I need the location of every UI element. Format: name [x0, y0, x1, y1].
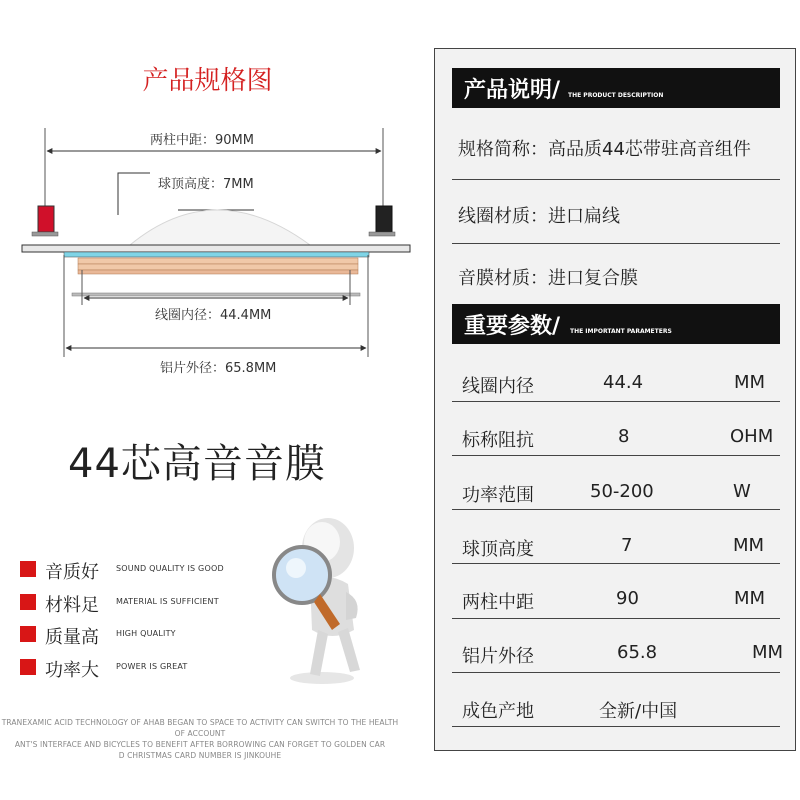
feature-en: HIGH QUALITY	[116, 629, 176, 638]
red-square-icon	[20, 594, 36, 610]
description-header	[452, 68, 780, 108]
description-row: 音膜材质：进口复合膜	[458, 268, 638, 289]
red-square-icon	[20, 626, 36, 642]
description-row: 规格简称：高品质44芯带驻高音组件	[458, 139, 751, 160]
product-big-title: 44芯高音音膜	[68, 441, 326, 487]
dim-coil-label: 线圈内径：44.4MM	[155, 308, 272, 323]
param-unit: W	[733, 481, 751, 502]
param-value: 65.8	[617, 642, 658, 663]
param-value: 全新/中国	[599, 701, 678, 722]
divider	[452, 563, 780, 564]
fine-print-line: ANT'S INTERFACE AND BICYCLES TO BENEFIT AFTER BORROWING CAN FORGET TO GOLDEN CAR	[14, 740, 386, 749]
param-name: 球顶高度	[462, 539, 534, 560]
red-square-icon	[20, 659, 36, 675]
dim-pillar-label: 两柱中距：90MM	[150, 133, 254, 148]
divider	[452, 243, 780, 244]
divider	[452, 509, 780, 510]
param-name: 铝片外径	[462, 646, 534, 667]
param-unit: MM	[752, 642, 784, 663]
description-header-en: THE PRODUCT DESCRIPTION	[568, 92, 664, 99]
dim-dome-label: 球顶高度：7MM	[158, 177, 254, 192]
param-value: 90	[616, 588, 639, 609]
fine-print-line: D CHRISTMAS CARD NUMBER IS JINKOUHE	[118, 751, 282, 760]
parameters-header-cn: 重要参数/	[464, 314, 561, 339]
param-name: 成色产地	[462, 701, 534, 722]
feature-en: MATERIAL IS SUFFICIENT	[116, 597, 219, 606]
divider	[452, 401, 780, 402]
param-unit: MM	[734, 372, 766, 393]
footer-fine-print	[0, 717, 400, 761]
dim-plate-label: 铝片外径：65.8MM	[160, 361, 277, 376]
param-name: 功率范围	[462, 485, 534, 506]
param-value: 8	[618, 426, 630, 447]
feature-cn: 功率大	[45, 660, 99, 681]
description-row: 线圈材质：进口扁线	[458, 206, 620, 227]
param-name: 标称阻抗	[462, 430, 534, 451]
parameters-header-en: THE IMPORTANT PARAMETERS	[570, 328, 672, 335]
feature-en: POWER IS GREAT	[116, 662, 188, 671]
param-unit: MM	[733, 535, 765, 556]
param-value: 44.4	[603, 372, 644, 393]
divider	[452, 618, 780, 619]
divider	[452, 672, 780, 673]
feature-cn: 材料足	[45, 595, 99, 616]
spec-title: 产品规格图	[142, 66, 273, 96]
param-value: 50-200	[590, 481, 654, 502]
param-unit: MM	[734, 588, 766, 609]
magnifier-mascot-icon	[262, 510, 382, 690]
feature-cn: 音质好	[45, 562, 99, 583]
feature-en: SOUND QUALITY IS GOOD	[116, 564, 224, 573]
feature-cn: 质量高	[45, 627, 99, 648]
description-header-cn: 产品说明/	[464, 78, 561, 103]
param-name: 两柱中距	[462, 592, 534, 613]
param-name: 线圈内径	[462, 376, 534, 397]
param-unit: OHM	[730, 426, 774, 447]
divider	[452, 179, 780, 180]
divider	[452, 726, 780, 727]
fine-print-line: TRANEXAMIC ACID TECHNOLOGY OF AHAB BEGAN TO SPACE TO ACTIVITY CAN SWITCH TO THE HEALTH OF ACCOUNT	[1, 718, 399, 738]
param-value: 7	[621, 535, 633, 556]
divider	[452, 455, 780, 456]
parameters-header	[452, 304, 780, 344]
red-square-icon	[20, 561, 36, 577]
